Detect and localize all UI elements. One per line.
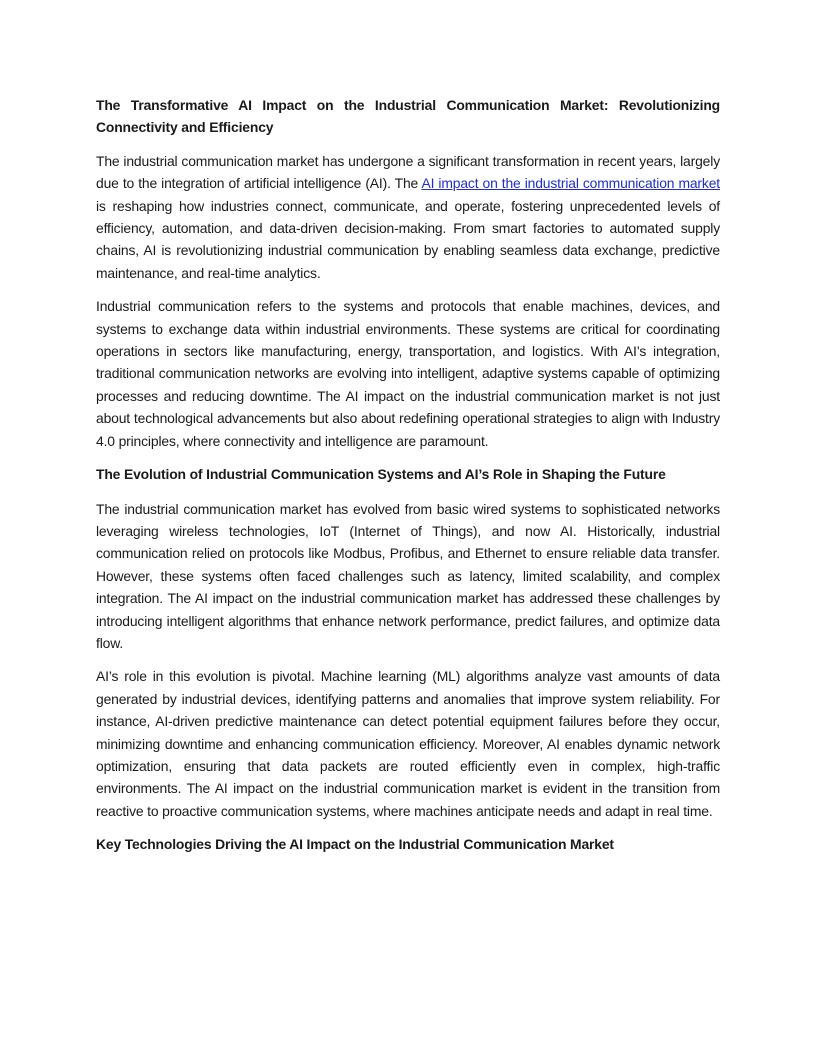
paragraph-ai-role: AI’s role in this evolution is pivotal. Machine learning (ML) algorithms analyze vast amounts of data generated by industrial devices, identifying patterns and anomalies that improve system reliability. For instance, AI-driven predictive maintenance can detect potential equipment failures before they occur, minimizing downtime and enhancing communication efficiency. Moreover, AI enables dynamic network optimization, ensuring that data packets are routed efficiently even in complex, high-traffic environments. The AI impact on the industrial communication market is evident in the transition from reactive to proactive communication systems, where machines anticipate needs and adapt in real time.: [96, 668, 720, 819]
paragraph-industrial-communication: Industrial communication refers to the systems and protocols that enable machines, devices, and systems to exchange data within industrial environments. These systems are critical for coordinating operations in sectors like manufacturing, energy, transportation, and logistics. With AI’s integration, traditional communication networks are evolving into intelligent, adaptive systems capable of optimizing processes and reducing downtime. The AI impact on the industrial communication market is not just about technological advancements but also about redefining operational strategies to align with Industry 4.0 principles, where connectivity and intelligence are paramount.: [96, 298, 720, 449]
intro-text-after-link: is reshaping how industries connect, communicate, and operate, fostering unprecedented levels of efficiency, automation, and data-driven decision-making. From smart factories to automated supply chains, AI is revolutionizing industrial communication by enabling seamless data exchange, predictive maintenance, and real-time analytics.: [96, 197, 720, 281]
paragraph-evolution: The industrial communication market has evolved from basic wired systems to sophisticated networks leveraging wireless technologies, IoT (Internet of Things), and now AI. Historically, industrial communication relied on protocols like Modbus, Profibus, and Ethernet to ensure reliable data transfer. However, these systems often faced challenges such as latency, limited scalability, and complex integration. The AI impact on the industrial communication market has addressed these challenges by introducing intelligent algorithms that enhance network performance, predict failures, and optimize data flow.: [96, 500, 720, 651]
section-heading-evolution: The Evolution of Industrial Communication Systems and AI’s Role in Shaping the Future: [96, 466, 666, 483]
ai-impact-link[interactable]: AI impact on the industrial communication market: [421, 175, 720, 192]
intro-paragraph: [96, 150, 720, 284]
section-heading-key-technologies: Key Technologies Driving the AI Impact on the Industrial Communication Market: [96, 836, 614, 853]
document-title: The Transformative AI Impact on the Industrial Communication Market: Revolutionizing Connectivity and Efficiency: [96, 97, 720, 136]
intro-text-before-link: The industrial communication market has undergone a significant transformation in recent years, largely due to the integration of artificial intelligence (AI). The: [96, 152, 720, 192]
document-page: [96, 94, 720, 856]
